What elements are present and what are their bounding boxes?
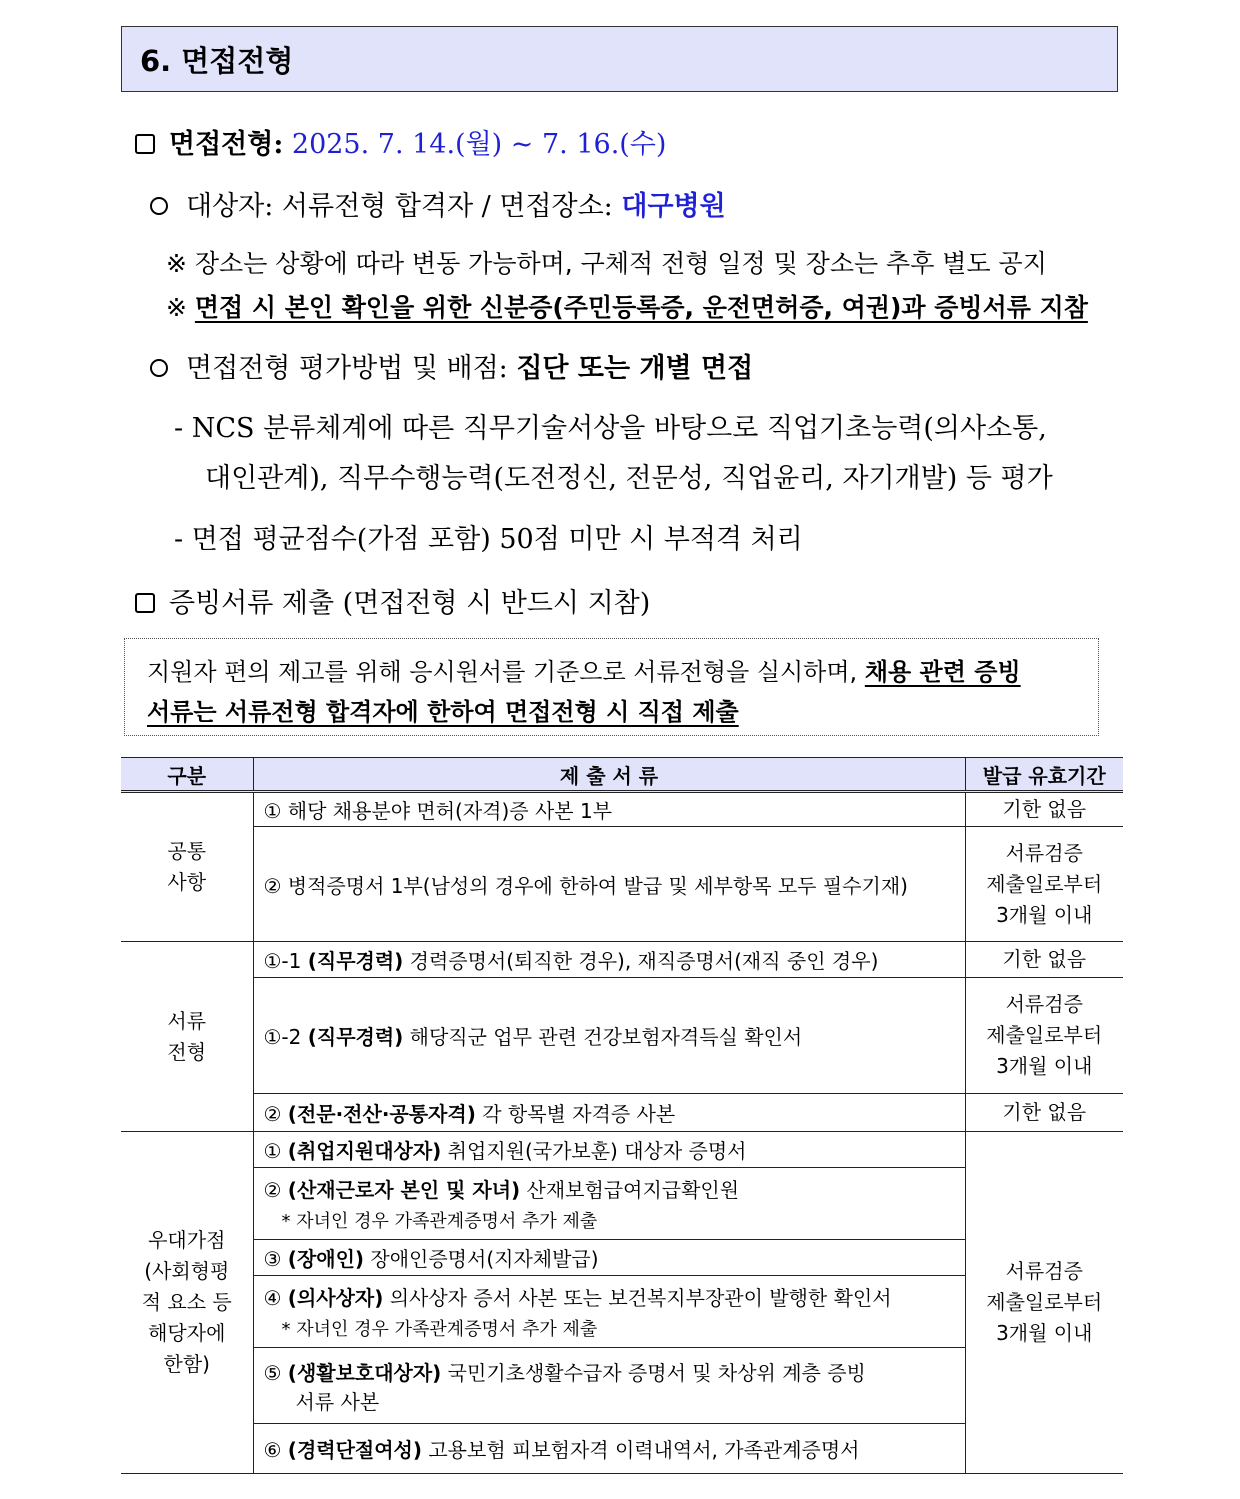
doc-bonus-2-sub: * 자녀인 경우 가족관계증명서 추가 제출: [281, 1211, 598, 1232]
doc-bonus-5-pre: ⑤: [263, 1360, 288, 1385]
eval-1b: 대인관계), 직무수행능력(도전정신, 전문성, 직업윤리, 자기개발) 등 평가: [205, 463, 1053, 494]
interview-label: 면접전형:: [169, 129, 284, 160]
method-line: [150, 346, 753, 385]
note-2-line: [166, 288, 1088, 324]
doc-bonus-6: [253, 1424, 965, 1474]
submission-heading: 증빙서류 제출 (면접전형 시 반드시 지참): [169, 588, 651, 619]
target-label: 대상자: 서류전형 합격자 / 면접장소:: [186, 191, 613, 222]
validity-document-2: 서류검증 제출일로부터 3개월 이내: [965, 978, 1123, 1094]
doc-document-2-bold: (직무경력): [307, 1025, 404, 1049]
doc-document-2: [253, 978, 965, 1094]
validity-common-2: 서류검증 제출일로부터 3개월 이내: [965, 827, 1123, 942]
doc-common-1: ① 해당 채용분야 면허(자격)증 사본 1부: [253, 792, 965, 827]
doc-bonus-4-rest: 의사상자 증서 사본 또는 보건복지부장관이 발행한 확인서: [383, 1286, 892, 1310]
doc-bonus-2: [253, 1168, 965, 1240]
interview-period-line: [135, 122, 666, 161]
method-label: 면접전형 평가방법 및 배점:: [186, 353, 508, 384]
submission-heading-line: [135, 581, 650, 620]
table-header-row: [121, 758, 1123, 792]
header-documents: 제 출 서 류: [253, 758, 965, 792]
notice-line-2: [147, 692, 739, 727]
doc-document-2-rest: 해당직군 업무 관련 건강보험자격득실 확인서: [403, 1025, 803, 1049]
interview-date: 2025. 7. 14.(월) ~ 7. 16.(수): [291, 129, 667, 160]
doc-bonus-5: [253, 1348, 965, 1424]
target-line: [150, 184, 726, 223]
header-category: 구분: [121, 758, 253, 792]
doc-document-1: [253, 942, 965, 978]
submission-notice-box: [124, 638, 1099, 736]
group-document: 서류 전형: [121, 942, 253, 1132]
doc-bonus-3-bold: (장애인): [287, 1247, 365, 1271]
square-bullet-icon: [135, 593, 155, 613]
doc-document-1-pre: ①-1: [263, 949, 308, 973]
validity-bonus: 서류검증 제출일로부터 3개월 이내: [965, 1132, 1123, 1474]
doc-bonus-5-wrap: 서류 사본: [295, 1389, 380, 1414]
doc-bonus-3: [253, 1240, 965, 1276]
validity-common-1: 기한 없음: [965, 792, 1123, 827]
doc-document-2-pre: ①-2: [263, 1025, 308, 1049]
doc-bonus-4: [253, 1276, 965, 1348]
notice-line-1: [147, 652, 1021, 687]
doc-bonus-1: [253, 1132, 965, 1168]
table-row: [121, 1094, 1123, 1132]
doc-document-3: [253, 1094, 965, 1132]
table-row: [121, 1132, 1123, 1168]
notice-bold-2: 서류는 서류전형 합격자에 한하여 면접전형 시 직접 제출: [147, 698, 739, 726]
group-common: 공통 사항: [121, 792, 253, 942]
square-bullet-icon: [135, 134, 155, 154]
doc-bonus-3-rest: 장애인증명서(지자체발급): [364, 1247, 599, 1271]
doc-bonus-1-bold: (취업지원대상자): [287, 1139, 442, 1163]
eval-1a: - NCS 분류체계에 따른 직무기술서상을 바탕으로 직업기초능력(의사소통,: [174, 413, 1047, 444]
doc-bonus-5-rest: 국민기초생활수급자 증명서 및 차상위 계층 증빙: [441, 1360, 866, 1385]
method-value: 집단 또는 개별 면접: [516, 353, 754, 384]
circle-bullet-icon: [150, 197, 168, 215]
section-title-box: [121, 26, 1118, 92]
doc-bonus-6-bold: (경력단절여성): [287, 1438, 422, 1462]
doc-document-1-bold: (직무경력): [307, 949, 404, 973]
note-2: 면접 시 본인 확인을 위한 신분증(주민등록증, 운전면허증, 여권)과 증빙서류 지참: [194, 293, 1088, 322]
table-row: [121, 942, 1123, 978]
notice-plain: 지원자 편의 제고를 위해 응시원서를 기준으로 서류전형을 실시하며,: [147, 658, 858, 686]
doc-document-3-bold: (전문·전산·공통자격): [287, 1102, 476, 1126]
doc-document-3-pre: ②: [263, 1102, 288, 1126]
doc-bonus-1-pre: ①: [263, 1139, 288, 1163]
doc-bonus-2-pre: ②: [263, 1178, 288, 1202]
table-row: [121, 978, 1123, 1094]
group-bonus: 우대가점 (사회형평 적 요소 등 해당자에 한함): [121, 1132, 253, 1474]
doc-document-1-rest: 경력증명서(퇴직한 경우), 재직증명서(재직 중인 경우): [403, 949, 879, 973]
doc-bonus-6-pre: ⑥: [263, 1438, 288, 1462]
note-2-mark: ※: [166, 293, 187, 322]
table-row: [121, 792, 1123, 827]
notice-bold-1: 채용 관련 증빙: [864, 658, 1021, 686]
doc-bonus-4-bold: (의사상자): [287, 1286, 384, 1310]
table-row: [121, 827, 1123, 942]
doc-bonus-2-rest: 산재보험급여지급확인원: [520, 1178, 740, 1202]
header-validity: 발급 유효기간: [965, 758, 1123, 792]
document-table: [121, 757, 1123, 1474]
circle-bullet-icon: [150, 359, 168, 377]
doc-bonus-4-pre: ④: [263, 1286, 288, 1310]
doc-bonus-6-rest: 고용보험 피보험자격 이력내역서, 가족관계증명서: [422, 1438, 860, 1462]
doc-bonus-3-pre: ③: [263, 1247, 288, 1271]
doc-bonus-1-rest: 취업지원(국가보훈) 대상자 증명서: [441, 1139, 747, 1163]
note-1: ※ 장소는 상황에 따라 변동 가능하며, 구체적 전형 일정 및 장소는 추후 별도 공지: [166, 249, 1047, 278]
doc-document-3-rest: 각 항목별 자격증 사본: [475, 1102, 676, 1126]
section-title: 6. 면접전형: [140, 44, 294, 78]
validity-document-1: 기한 없음: [965, 942, 1123, 978]
doc-bonus-2-bold: (산재근로자 본인 및 자녀): [287, 1178, 521, 1202]
interview-place: 대구병원: [621, 191, 726, 222]
doc-common-2: ② 병적증명서 1부(남성의 경우에 한하여 발급 및 세부항목 모두 필수기재): [253, 827, 965, 942]
eval-2: - 면접 평균점수(가점 포함) 50점 미만 시 부적격 처리: [174, 524, 803, 555]
validity-document-3: 기한 없음: [965, 1094, 1123, 1132]
doc-bonus-4-sub: * 자녀인 경우 가족관계증명서 추가 제출: [281, 1319, 598, 1340]
doc-bonus-5-bold: (생활보호대상자): [287, 1360, 442, 1385]
